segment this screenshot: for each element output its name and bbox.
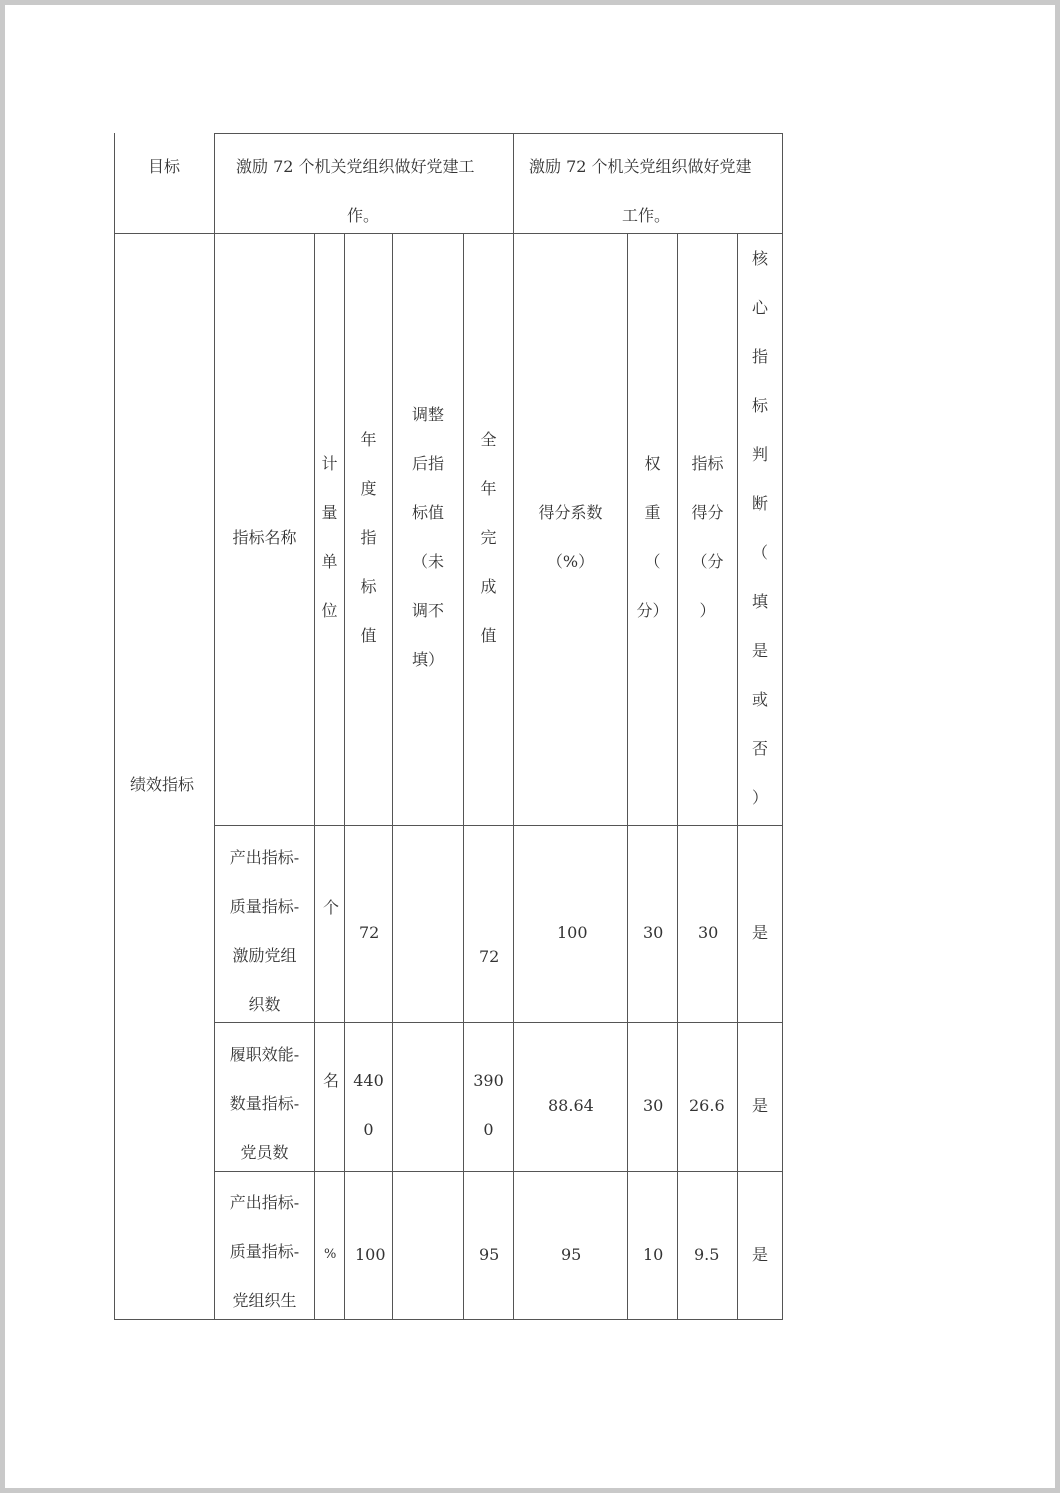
header-core: 核 心 指 标 判 断 （ 填 是 或 否 ） [751, 249, 768, 807]
row1-weight: 30 [643, 923, 664, 942]
target-actual-line1: 激励 72 个机关党组织做好党建 [529, 157, 752, 176]
row1-core: 是 [752, 923, 769, 942]
performance-section-label: 绩效指标 [130, 775, 195, 794]
row2-name: 履职效能- 数量指标- 党员数 [229, 1045, 300, 1162]
header-adjusted: 调整 后指 标值 （未 调不 填） [411, 405, 444, 669]
header-score-coef: 得分系数 （%） [538, 503, 603, 571]
table-cell [463, 825, 514, 1023]
row3-annual-target: 100 [355, 1245, 386, 1264]
table-cell [392, 1022, 464, 1172]
row1-completed: 72 [479, 947, 500, 966]
row3-unit: % [324, 1247, 337, 1262]
row2-core: 是 [752, 1096, 769, 1115]
header-completed: 全 年 完 成 值 [480, 429, 497, 645]
row3-weight: 10 [643, 1245, 664, 1264]
row1-annual-target: 72 [359, 923, 380, 942]
header-indicator-score: 指标 得分 （分 ） [691, 454, 724, 620]
row2-indicator-score: 26.6 [689, 1096, 725, 1115]
row3-core: 是 [752, 1245, 769, 1264]
row2-score-coef: 88.64 [548, 1096, 594, 1115]
header-annual-target: 年 度 指 标 值 [360, 429, 377, 645]
row3-score-coef: 95 [561, 1245, 582, 1264]
target-actual-line2: 工作。 [622, 206, 671, 225]
row2-unit: 名 [323, 1071, 340, 1090]
table-cell [392, 825, 464, 1023]
row1-unit: 个 [323, 898, 340, 917]
header-name: 指标名称 [232, 527, 297, 547]
row3-completed: 95 [479, 1245, 500, 1264]
target-planned-line2: 作。 [347, 206, 380, 225]
row1-score-coef: 100 [557, 923, 588, 942]
row2-weight: 30 [643, 1096, 664, 1115]
target-label: 目标 [148, 157, 181, 176]
row1-name: 产出指标- 质量指标- 激励党组 织数 [229, 848, 300, 1014]
header-unit: 计 量 单 位 [321, 454, 338, 620]
row3-name: 产出指标- 质量指标- 党组织生 [229, 1193, 300, 1310]
row1-indicator-score: 30 [698, 923, 719, 942]
target-planned-line1: 激励 72 个机关党组织做好党建工 [236, 157, 475, 176]
row2-completed: 390 0 [473, 1071, 504, 1139]
row3-indicator-score: 9.5 [694, 1245, 720, 1264]
table-cell [392, 1171, 464, 1320]
header-weight: 权 重 （ 分） [636, 454, 669, 620]
row2-annual-target: 440 0 [353, 1071, 384, 1139]
document-page [5, 5, 1055, 1488]
